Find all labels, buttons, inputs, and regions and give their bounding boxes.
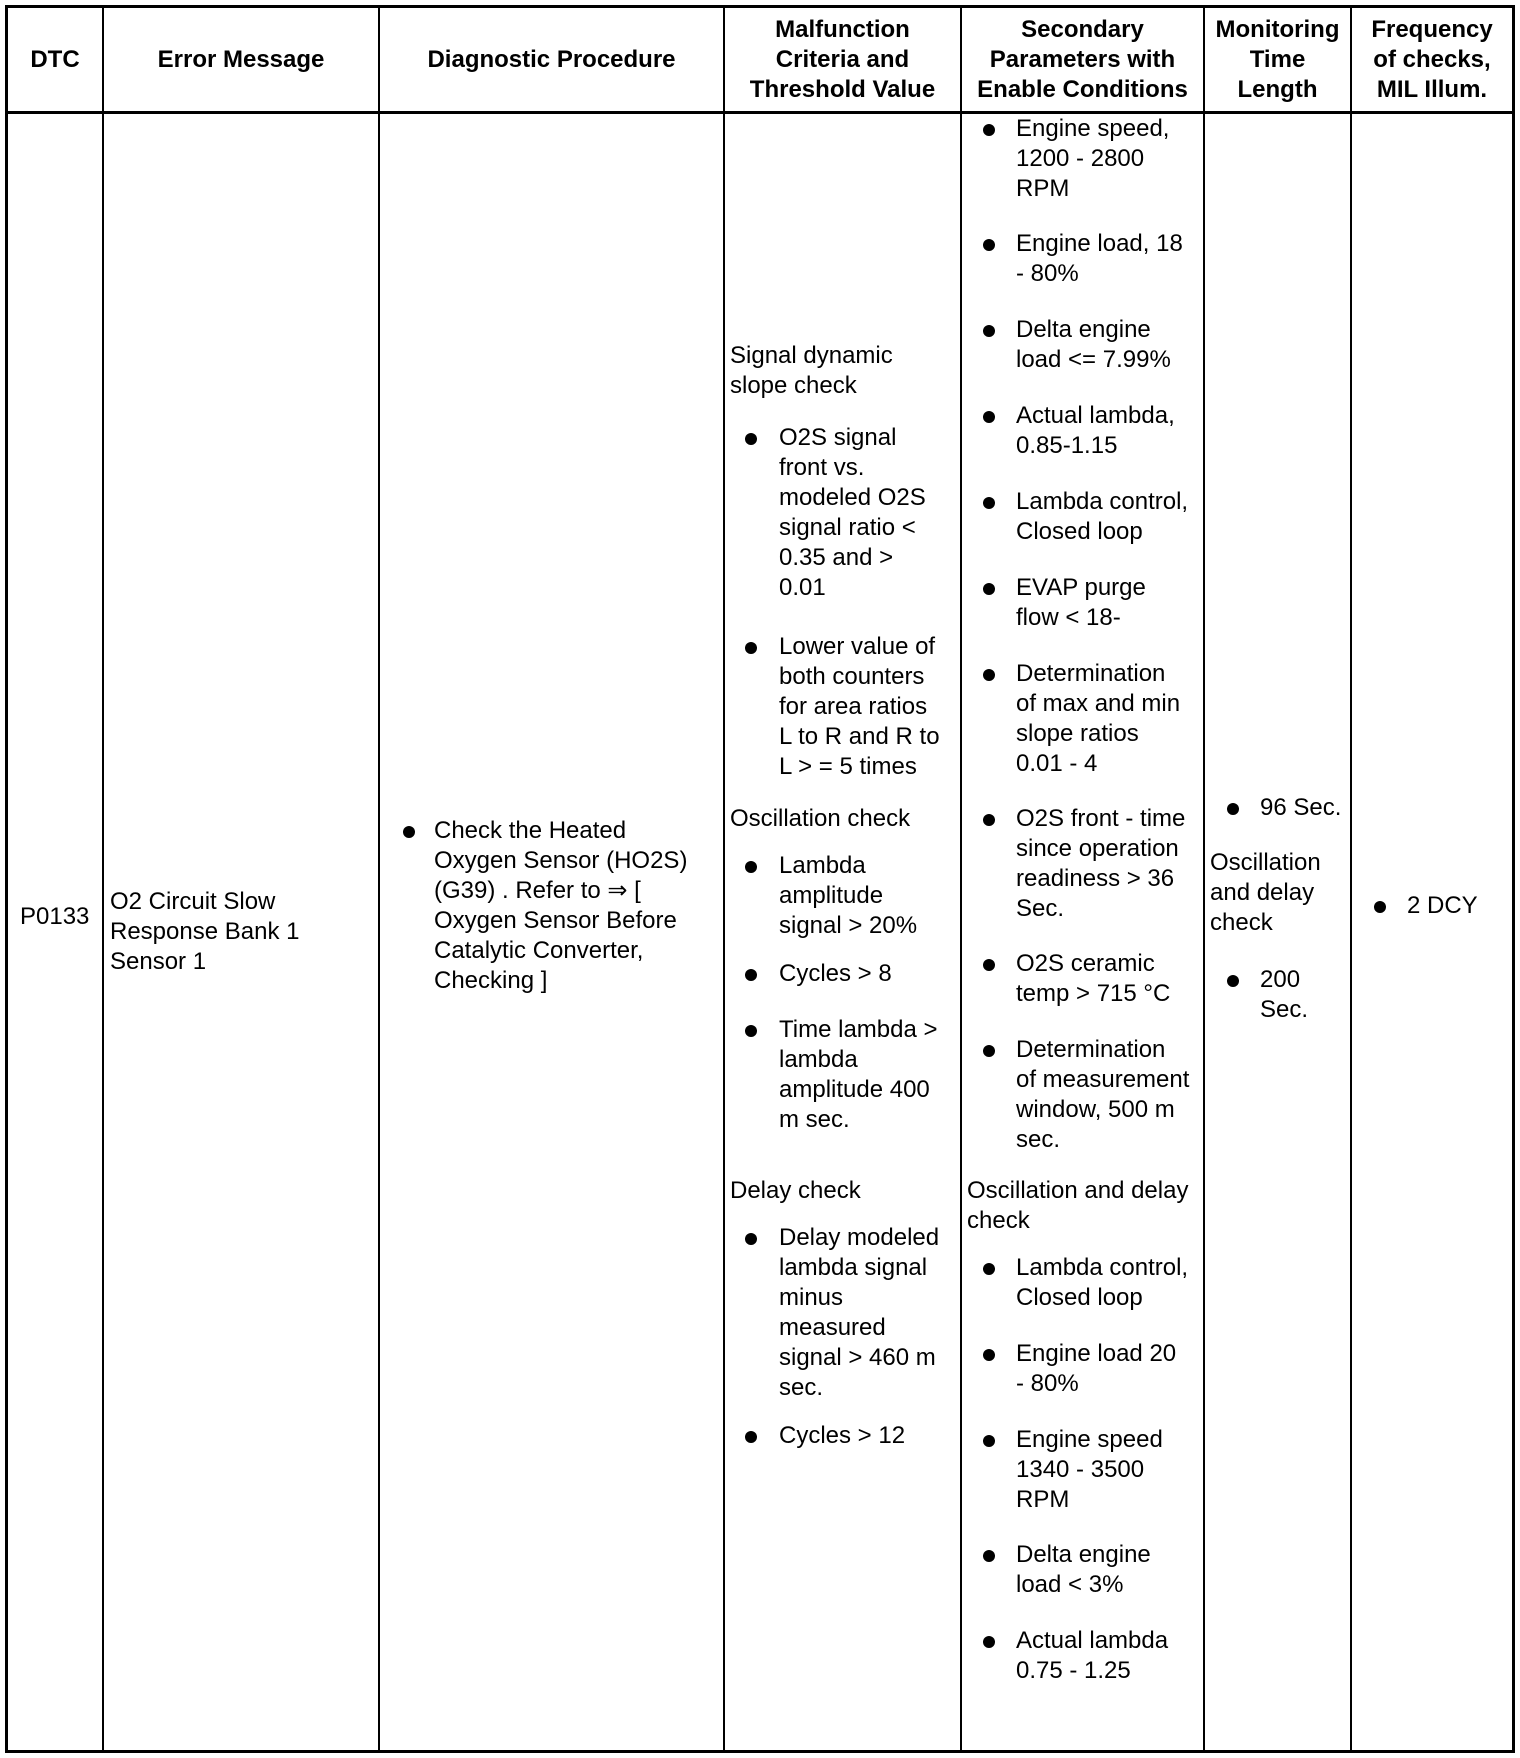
bullet-icon — [745, 861, 757, 873]
header-secondary-parameters: Secondary Parameters with Enable Conditions — [977, 15, 1188, 103]
monitoring-heading-oscillation-delay: Oscillation and delay check — [1210, 849, 1321, 936]
secondary-item: Determination of measurement window, 500 m sec. — [1016, 1036, 1190, 1153]
bullet-icon — [983, 239, 995, 251]
dtc-table — [5, 5, 1515, 1753]
column-divider — [723, 8, 725, 1750]
malfunction-item: Lambda amplitude signal > 20% — [779, 852, 918, 939]
bullet-icon — [983, 1045, 995, 1057]
bullet-icon — [1374, 901, 1386, 913]
header-monitoring-time: Monitoring Time Length — [1215, 15, 1340, 103]
malfunction-item: Lower value of both counters for area ratios L to R and R to L > = 5 times — [779, 633, 940, 780]
column-divider — [960, 8, 962, 1750]
secondary-item: Delta engine load <= 7.99% — [1016, 316, 1171, 373]
bullet-icon — [745, 969, 757, 981]
bullet-icon — [745, 433, 757, 445]
bullet-icon — [983, 411, 995, 423]
malfunction-item: Time lambda > lambda amplitude 400 m sec. — [779, 1016, 938, 1133]
bullet-icon — [983, 124, 995, 136]
bullet-icon — [983, 669, 995, 681]
bullet-icon — [1227, 975, 1239, 987]
column-divider — [1350, 8, 1352, 1750]
secondary-item: Engine load, 18 - 80% — [1016, 230, 1183, 287]
header-divider — [8, 111, 1512, 114]
secondary-item: Actual lambda, 0.85-1.15 — [1016, 402, 1175, 459]
bullet-icon — [745, 1025, 757, 1037]
diagnostic-procedure-text: Check the Heated Oxygen Sensor (HO2S) (G39) . Refer to ⇒ [ Oxygen Sensor Before Catalytic Converter, Checking ] — [434, 817, 688, 994]
monitoring-item: 96 Sec. — [1260, 794, 1342, 821]
secondary-item: O2S ceramic temp > 715 °C — [1016, 950, 1171, 1007]
malfunction-item: Cycles > 8 — [779, 960, 892, 987]
column-divider — [1203, 8, 1205, 1750]
secondary-item: Engine speed 1340 - 3500 RPM — [1016, 1426, 1163, 1513]
frequency-value: 2 DCY — [1407, 892, 1478, 919]
malfunction-heading-oscillation: Oscillation check — [730, 805, 911, 832]
secondary-item: EVAP purge flow < 18- — [1016, 574, 1146, 631]
bullet-icon — [745, 1233, 757, 1245]
bullet-icon — [983, 1636, 995, 1648]
secondary-item: Actual lambda 0.75 - 1.25 — [1016, 1627, 1169, 1684]
bullet-icon — [983, 583, 995, 595]
header-diagnostic-procedure: Diagnostic Procedure — [427, 45, 676, 73]
secondary-item: Delta engine load < 3% — [1016, 1541, 1151, 1598]
header-malfunction-criteria: Malfunction Criteria and Threshold Value — [749, 15, 936, 103]
bullet-icon — [1227, 803, 1239, 815]
bullet-icon — [403, 826, 415, 838]
bullet-icon — [745, 642, 757, 654]
column-divider — [378, 8, 380, 1750]
header-dtc: DTC — [30, 45, 80, 73]
malfunction-item: Cycles > 12 — [779, 1422, 906, 1449]
dtc-code: P0133 — [20, 903, 90, 930]
secondary-item: Lambda control, Closed loop — [1016, 1254, 1189, 1311]
error-message: O2 Circuit Slow Response Bank 1 Sensor 1 — [110, 888, 300, 975]
secondary-item: O2S front - time since operation readiness > 36 Sec. — [1016, 805, 1186, 922]
column-divider — [102, 8, 104, 1750]
bullet-icon — [983, 959, 995, 971]
header-error-message: Error Message — [157, 45, 325, 73]
secondary-item: Lambda control, Closed loop — [1016, 488, 1189, 545]
malfunction-item: O2S signal front vs. modeled O2S signal ratio < 0.35 and > 0.01 — [779, 424, 926, 601]
monitoring-item: 200 Sec. — [1260, 966, 1309, 1023]
bullet-icon — [983, 1349, 995, 1361]
secondary-item: Engine load 20 - 80% — [1016, 1340, 1177, 1397]
bullet-icon — [983, 814, 995, 826]
bullet-icon — [983, 1263, 995, 1275]
bullet-icon — [983, 1550, 995, 1562]
header-frequency: Frequency of checks, MIL Illum. — [1371, 15, 1493, 103]
malfunction-item: Delay modeled lambda signal minus measured signal > 460 m sec. — [779, 1224, 940, 1401]
secondary-item: Determination of max and min slope ratios 0.01 - 4 — [1016, 660, 1181, 777]
malfunction-heading-slope: Signal dynamic slope check — [730, 342, 893, 399]
bullet-icon — [983, 497, 995, 509]
bullet-icon — [983, 325, 995, 337]
secondary-heading-oscillation-delay: Oscillation and delay check — [967, 1177, 1189, 1234]
bullet-icon — [745, 1431, 757, 1443]
malfunction-heading-delay: Delay check — [730, 1177, 861, 1204]
bullet-icon — [983, 1435, 995, 1447]
secondary-item: Engine speed, 1200 - 2800 RPM — [1016, 115, 1170, 202]
